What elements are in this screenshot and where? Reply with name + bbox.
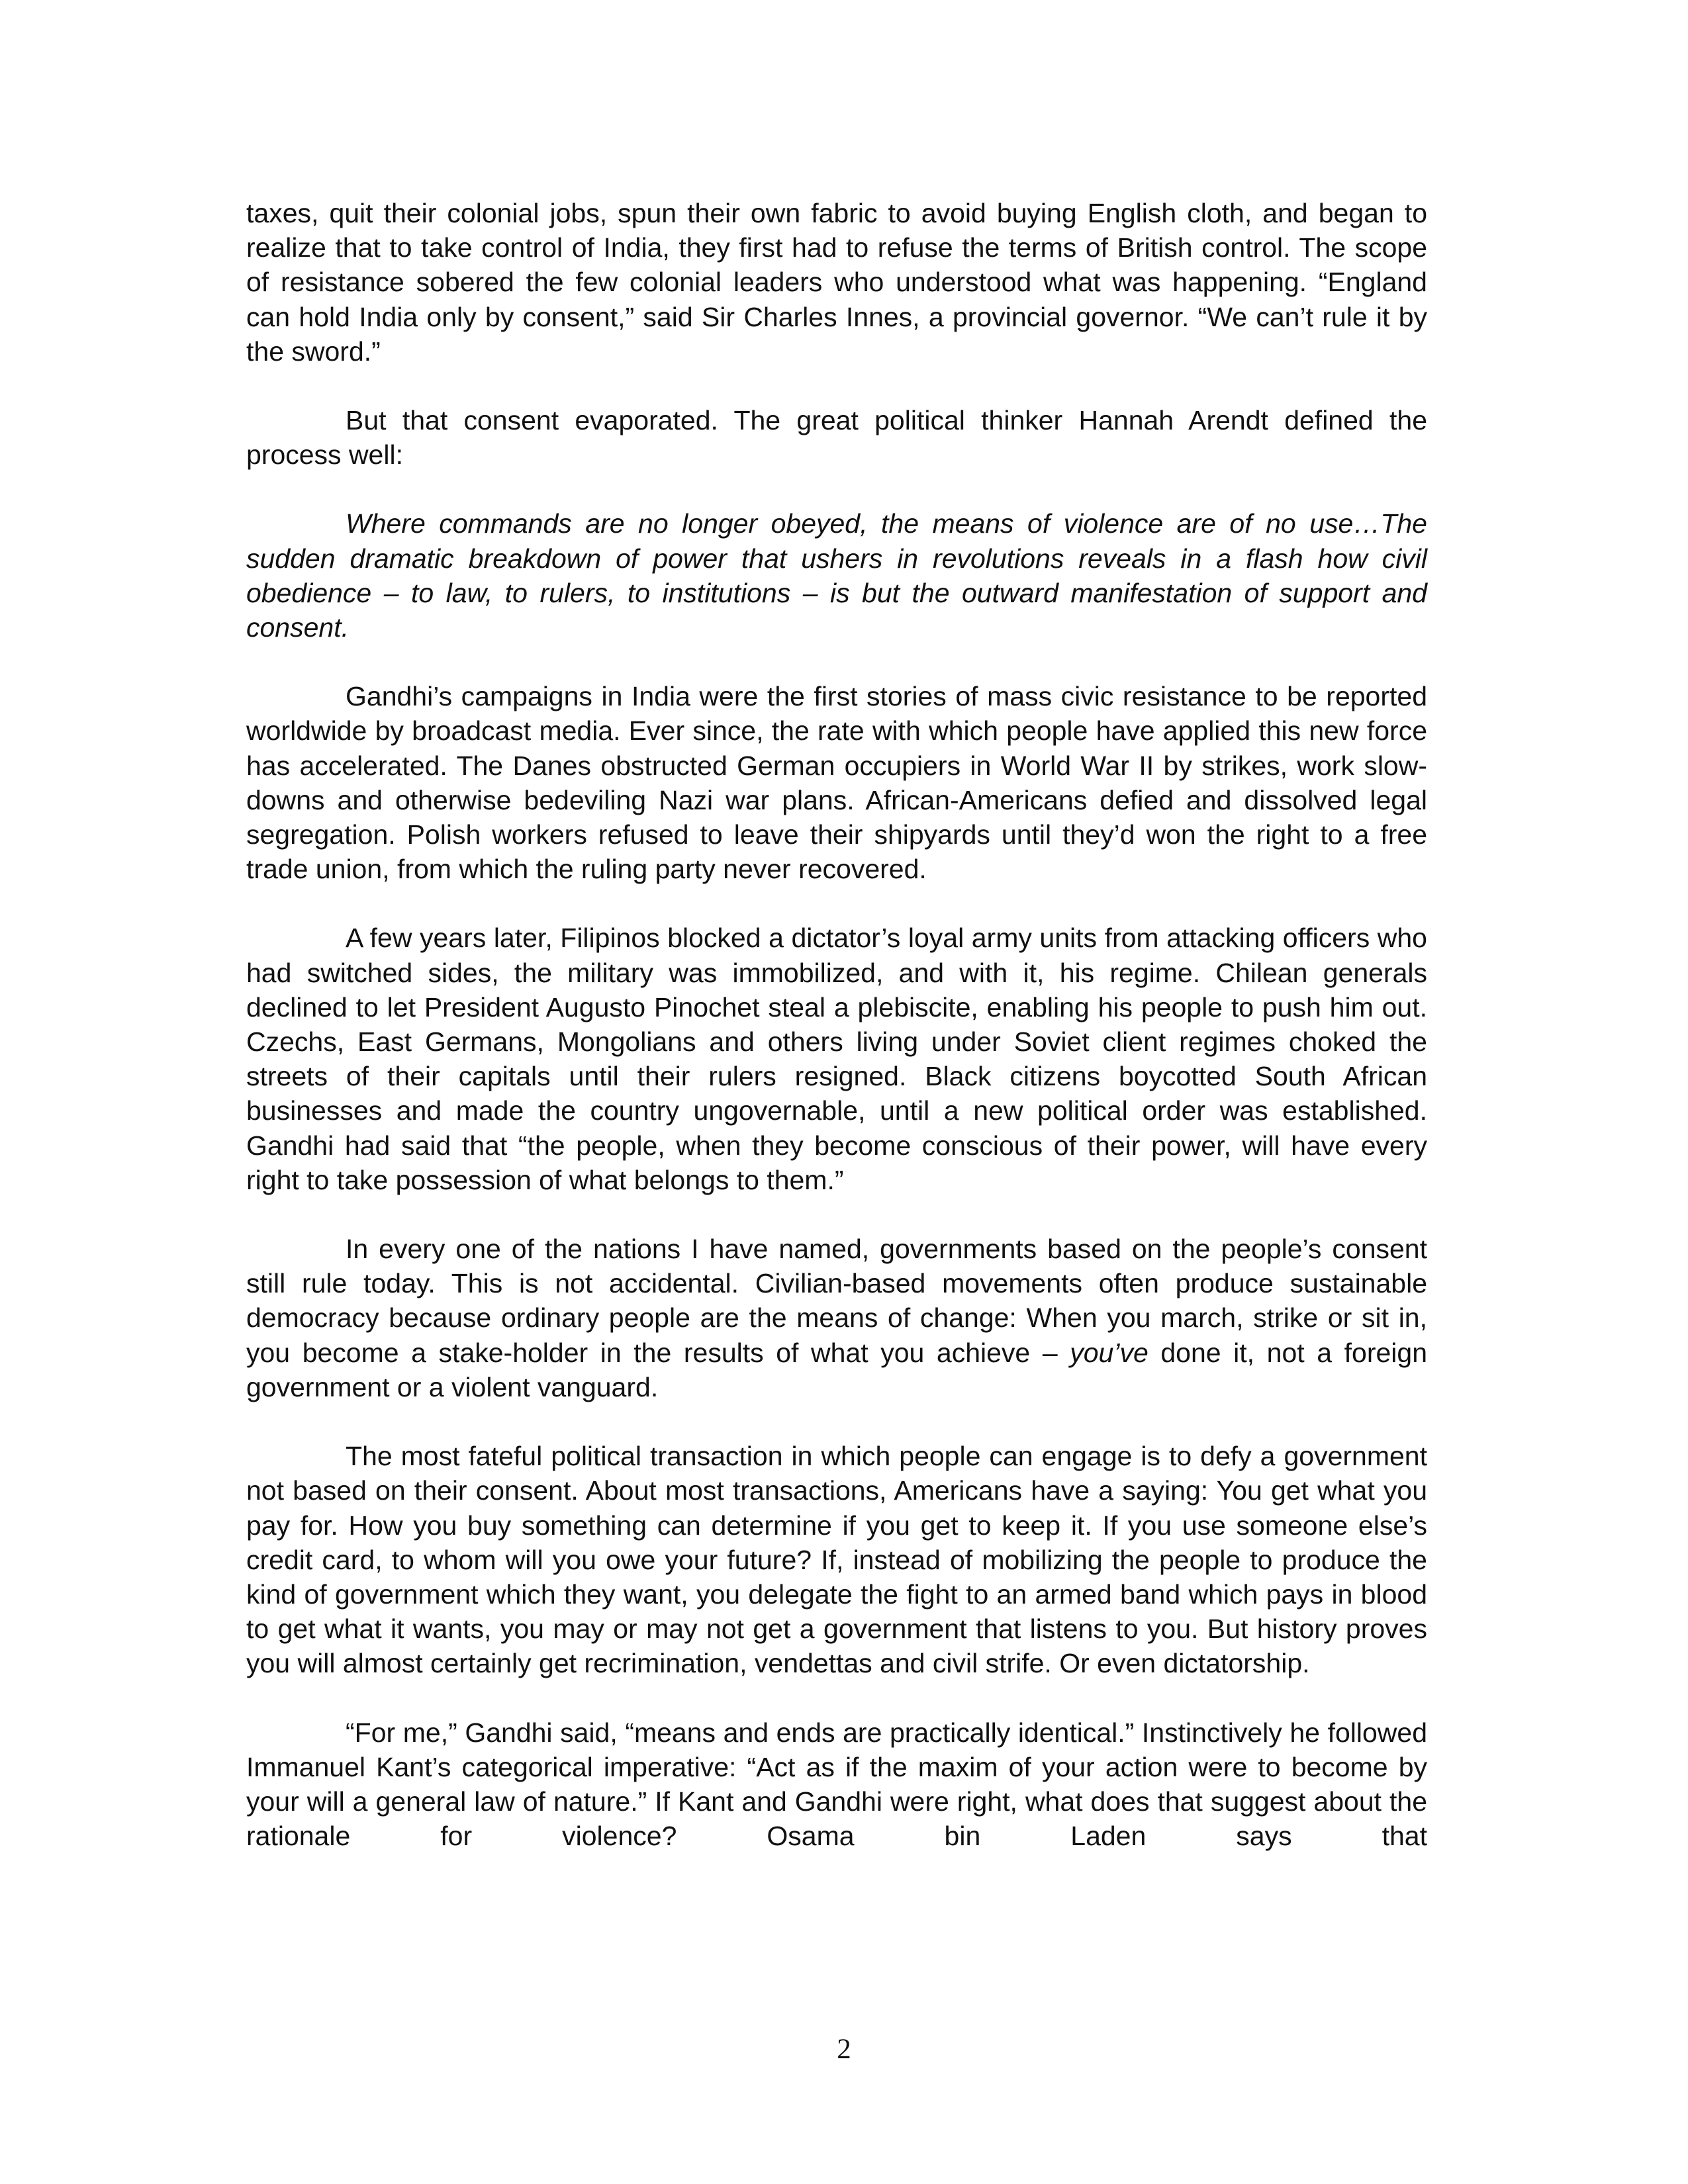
paragraph-filipinos: A few years later, Filipinos blocked a dictator’s loyal army units from attacking officers who had switched sides, the military was immobilized, and with it, his regime. Chilean generals declined to let President Augusto Pinochet steal a plebiscite, enabling his people to push him out. Czechs, East Germans, Mongolians and others living under Soviet client regimes choked the streets of their capitals until their rulers resigned. Black citizens boycotted South African businesses and made the country ungovernable, until a new political order was established. Gandhi had said that “the people, when they become conscious of their power, will have every right to take possession of what belongs to them.” bbox=[246, 923, 1427, 1195]
paragraph-nations-named bbox=[246, 1232, 1427, 1404]
paragraph-arendt-intro: But that consent evaporated. The great political thinker Hannah Arendt defined the process well: bbox=[246, 405, 1427, 471]
page-number: 2 bbox=[837, 2034, 851, 2065]
paragraph-continuation: taxes, quit their colonial jobs, spun their own fabric to avoid buying English cloth, and began to realize that to take control of India, they first had to refuse the terms of British control. The scope of resistance sobered the few colonial leaders who understood what was happening. “England can hold India only by consent,” said Sir Charles Innes, a provincial governor. “We can’t rule it by the sword.” bbox=[246, 198, 1427, 367]
emphasized-text: you’ve bbox=[1070, 1337, 1149, 1368]
paragraph-political-transaction: The most fateful political transaction in which people can engage is to defy a government not based on their consent. About most transactions, Americans have a saying: You get what you pay for. How you buy something can determine if you get to keep it. If you use someone else’s credit card, to whom will you owe your future? If, instead of mobilizing the people to produce the kind of government which they want, you delegate the fight to an armed band which pays in blood to get what it wants, you may or may not get a government that listens to you. But history proves you will almost certainly get recrimination, vendettas and civil strife. Or even dictatorship. bbox=[246, 1441, 1427, 1679]
body-text bbox=[246, 196, 1427, 1853]
paragraph-means-and-ends: “For me,” Gandhi said, “means and ends are practically identical.” Instinctively he followed Immanuel Kant’s categorical imperative: “Act as if the maxim of your action were to become by your will a general law of nature.” If Kant and Gandhi were right, what does that suggest about the rationale for violence? Osama bin Laden says that bbox=[246, 1717, 1427, 1852]
paragraph-gandhi-campaigns: Gandhi’s campaigns in India were the first stories of mass civic resistance to be reported worldwide by broadcast media. Ever since, the rate with which people have applied this new force has accelerated. The Danes obstructed German occupiers in World War II by strikes, work slow-downs and otherwise bedeviling Nazi war plans. African-Americans defied and dissolved legal segregation. Polish workers refused to leave their shipyards until they’d won the right to a free trade union, from which the ruling party never recovered. bbox=[246, 681, 1427, 885]
paragraph-text-before: In every one of the nations I have named, governments based on the people’s consent still rule today. This is not accidental. Civilian-based movements often produce sustainable democracy because ordinary people are the means of change: When you march, strike or sit in, you become a stake-holder in the results of what you achieve – bbox=[246, 1234, 1427, 1368]
block-quote-arendt: Where commands are no longer obeyed, the means of violence are of no use…The sudden dramatic breakdown of power that ushers in revolutions reveals in a flash how civil obedience – to law, to rulers, to institutions – is but the outward manifestation of support and consent. bbox=[246, 508, 1427, 643]
paragraph-text-after: done it, not a foreign government or a violent vanguard. bbox=[246, 1337, 1427, 1402]
